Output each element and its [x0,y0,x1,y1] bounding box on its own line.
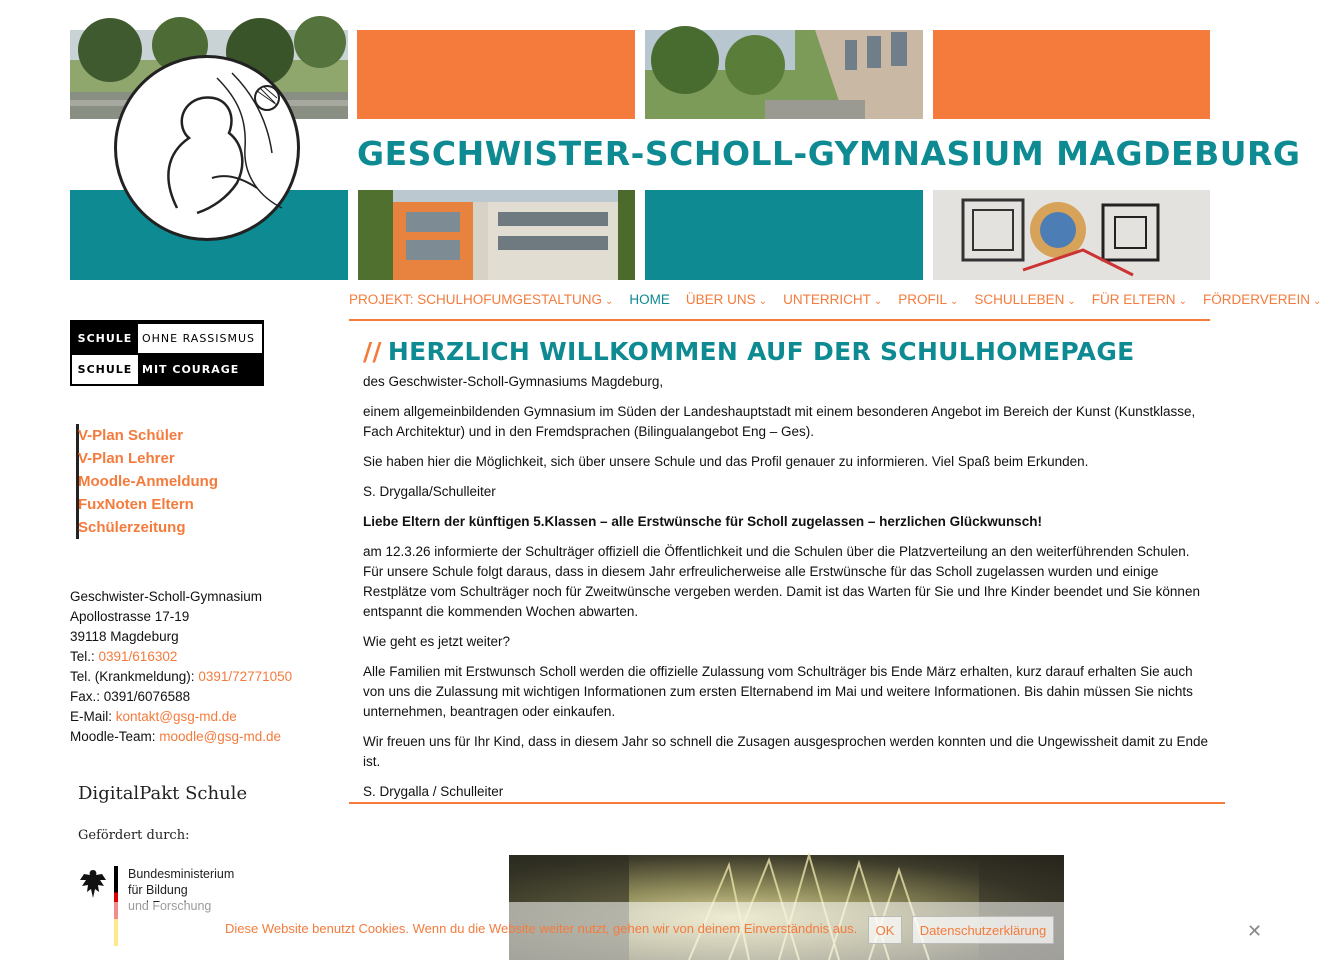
cookie-banner [0,902,1280,960]
chevron-down-icon: ⌄ [1312,296,1322,307]
ministry-line: Bundesministerium [128,867,235,881]
nav-label: SCHULLEBEN [974,292,1065,307]
header-orange-block-1 [357,30,635,119]
badge-text: SCHULE [72,355,138,384]
heading-slashes: // [363,337,382,366]
contact-email-label: E-Mail: [70,709,116,724]
nav-label: PROFIL [898,292,947,307]
ministry-line: für Bildung [128,883,188,897]
nav-item-home[interactable] [629,289,678,319]
sick-tel-link[interactable]: 0391/72771050 [198,669,293,684]
contact-city: 39118 Magdeburg [70,629,179,644]
contact-block [70,587,292,747]
badge-row-1 [72,324,262,353]
badge-row-2 [72,355,262,384]
funded-by-label: Gefördert durch: [78,828,190,843]
main-content [363,337,1213,802]
tel-link[interactable]: 0391/616302 [98,649,178,664]
contact-moodle-label: Moodle-Team: [70,729,160,744]
contact-tel-label: Tel.: [70,649,99,664]
paragraph: am 12.3.26 informierte der Schulträger offiziell die Öffentlichkeit und die Schulen über die Platzverteilung an den weiterführenden Schulen. Für unsere Schule folgt daraus, dass in diesem Jahr erfreulicherweise alle Erstwünsche für das Scholl zugelassen wurden und einige Restplätze vom Schulträger noch für Zweitwünsche vergeben werden. Damit ist das Warten für Sie und Ihre Kinder beendet und Sie können entspannt die kommenden Wochen abwarten. [363,544,1200,619]
nav-item-unterricht[interactable] [783,289,890,319]
nav-item-projekt[interactable] [349,289,621,319]
eagle-icon [78,868,108,900]
schule-ohne-rassismus-badge[interactable] [70,320,264,386]
email-link[interactable]: kontakt@gsg-md.de [115,709,237,724]
nav-label: FÜR ELTERN [1091,292,1176,307]
nav-item-fuer-eltern[interactable] [1092,289,1195,319]
nav-label: HOME [629,292,670,307]
contact-tel [70,647,292,667]
nav-label: ÜBER UNS [685,292,756,307]
nav-item-profil[interactable] [898,289,966,319]
chevron-down-icon: ⌄ [949,296,959,307]
nav-item-ueber-uns[interactable] [686,289,775,319]
nav-label: FÖRDERVEREIN [1202,292,1310,307]
link-vplan-lehrer[interactable]: V-Plan Lehrer [78,450,175,467]
link-schuelerzeitung[interactable]: Schülerzeitung [78,519,186,536]
page-title [363,337,1213,366]
nav-label: UNTERRICHT [783,292,871,307]
moodle-email-link[interactable]: moodle@gsg-md.de [159,729,282,744]
chevron-down-icon: ⌄ [605,296,614,307]
contact-sick-label: Tel. (Krankmeldung): [70,669,199,684]
cookie-notice-text: Diese Website benutzt Cookies. Wenn du die Website weiter nutzt, gehen wir von deinem Einverständnis aus. [225,921,858,936]
contact-sick [70,667,292,687]
paragraph: des Geschwister-Scholl-Gymnasiums Magdeburg, [363,374,664,389]
contact-name: Geschwister-Scholl-Gymnasium [70,589,263,604]
contact-fax: Fax.: 0391/6076588 [70,689,191,704]
paragraph: Sie haben hier die Möglichkeit, sich über unsere Schule und das Profil genauer zu informieren. Viel Spaß beim Erkunden. [363,454,1089,469]
contact-email [70,707,292,727]
header-photo-building [645,30,923,119]
header-teal-block-2 [645,190,923,280]
digitalpakt-title[interactable]: DigitalPakt Schule [78,783,248,804]
badge-text: MIT COURAGE [138,355,262,384]
nav-item-schulleben[interactable] [974,289,1083,319]
close-icon[interactable]: ✕ [1247,921,1263,941]
paragraph: Wie geht es jetzt weiter? [363,634,511,649]
site-header [70,30,1301,280]
badge-text: OHNE RASSISMUS [138,324,262,353]
header-photo-school [358,190,635,280]
header-orange-block-2 [933,30,1210,119]
site-title[interactable]: GESCHWISTER-SCHOLL-GYMNASIUM MAGDEBURG [357,134,1301,173]
cookie-ok-button[interactable]: OK [868,916,902,944]
chevron-down-icon: ⌄ [1178,296,1187,307]
nav-label: PROJEKT: SCHULHOFUMGESTALTUNG [349,292,603,307]
privacy-policy-button[interactable]: Datenschutzerklärung [912,916,1054,944]
contact-moodle [70,727,292,747]
page-title-text: HERZLICH WILLKOMMEN AUF DER SCHULHOMEPAGE [387,337,1135,366]
chevron-down-icon: ⌄ [873,296,883,307]
contact-street: Apollostrasse 17-19 [70,609,190,624]
paragraph: Wir freuen uns für Ihr Kind, dass in diesem Jahr so schnell die Zusagen ausgesprochen werden konnten und die Ungewissheit damit zu Ende ist. [363,734,1208,769]
quicklinks [76,424,219,539]
paragraph-highlight: Liebe Eltern der künftigen 5.Klassen – alle Erstwünsche für Scholl zugelassen – herzlichen Glückwunsch! [363,514,1042,529]
main-navigation [349,289,1322,321]
school-logo[interactable] [114,55,300,241]
link-vplan-schueler[interactable]: V-Plan Schüler [78,427,184,444]
chevron-down-icon: ⌄ [758,296,768,307]
link-moodle-anmeldung[interactable]: Moodle-Anmeldung [78,473,218,490]
content-divider [349,802,1225,804]
paragraph: einem allgemeinbildenden Gymnasium im Süden der Landeshauptstadt mit einem besonderen Angebot im Bereich der Kunst (Kunstklasse, Fach Architektur) und in den Fremdsprachen (Bilingualangebot Eng – Ges). [363,404,1196,439]
chevron-down-icon: ⌄ [1067,296,1076,307]
header-photo-art [933,190,1210,280]
paragraph: S. Drygalla/Schulleiter [363,484,496,499]
link-fuxnoten-eltern[interactable]: FuxNoten Eltern [78,496,194,513]
paragraph: S. Drygalla / Schulleiter [363,784,504,799]
nav-item-foerderverein[interactable] [1203,289,1329,319]
badge-text: SCHULE [72,324,138,353]
paragraph: Alle Familien mit Erstwunsch Scholl werden die offizielle Zulassung vom Schulträger bis Ende März erhalten, kurz darauf erhalten Sie auch von uns die Zulassung mit wichtigen Informationen zum ersten Elternabend im Mai und weitere Informationen. Bis dahin müssen Sie nichts unternehmen, beantragen oder einkaufen. [363,664,1193,719]
